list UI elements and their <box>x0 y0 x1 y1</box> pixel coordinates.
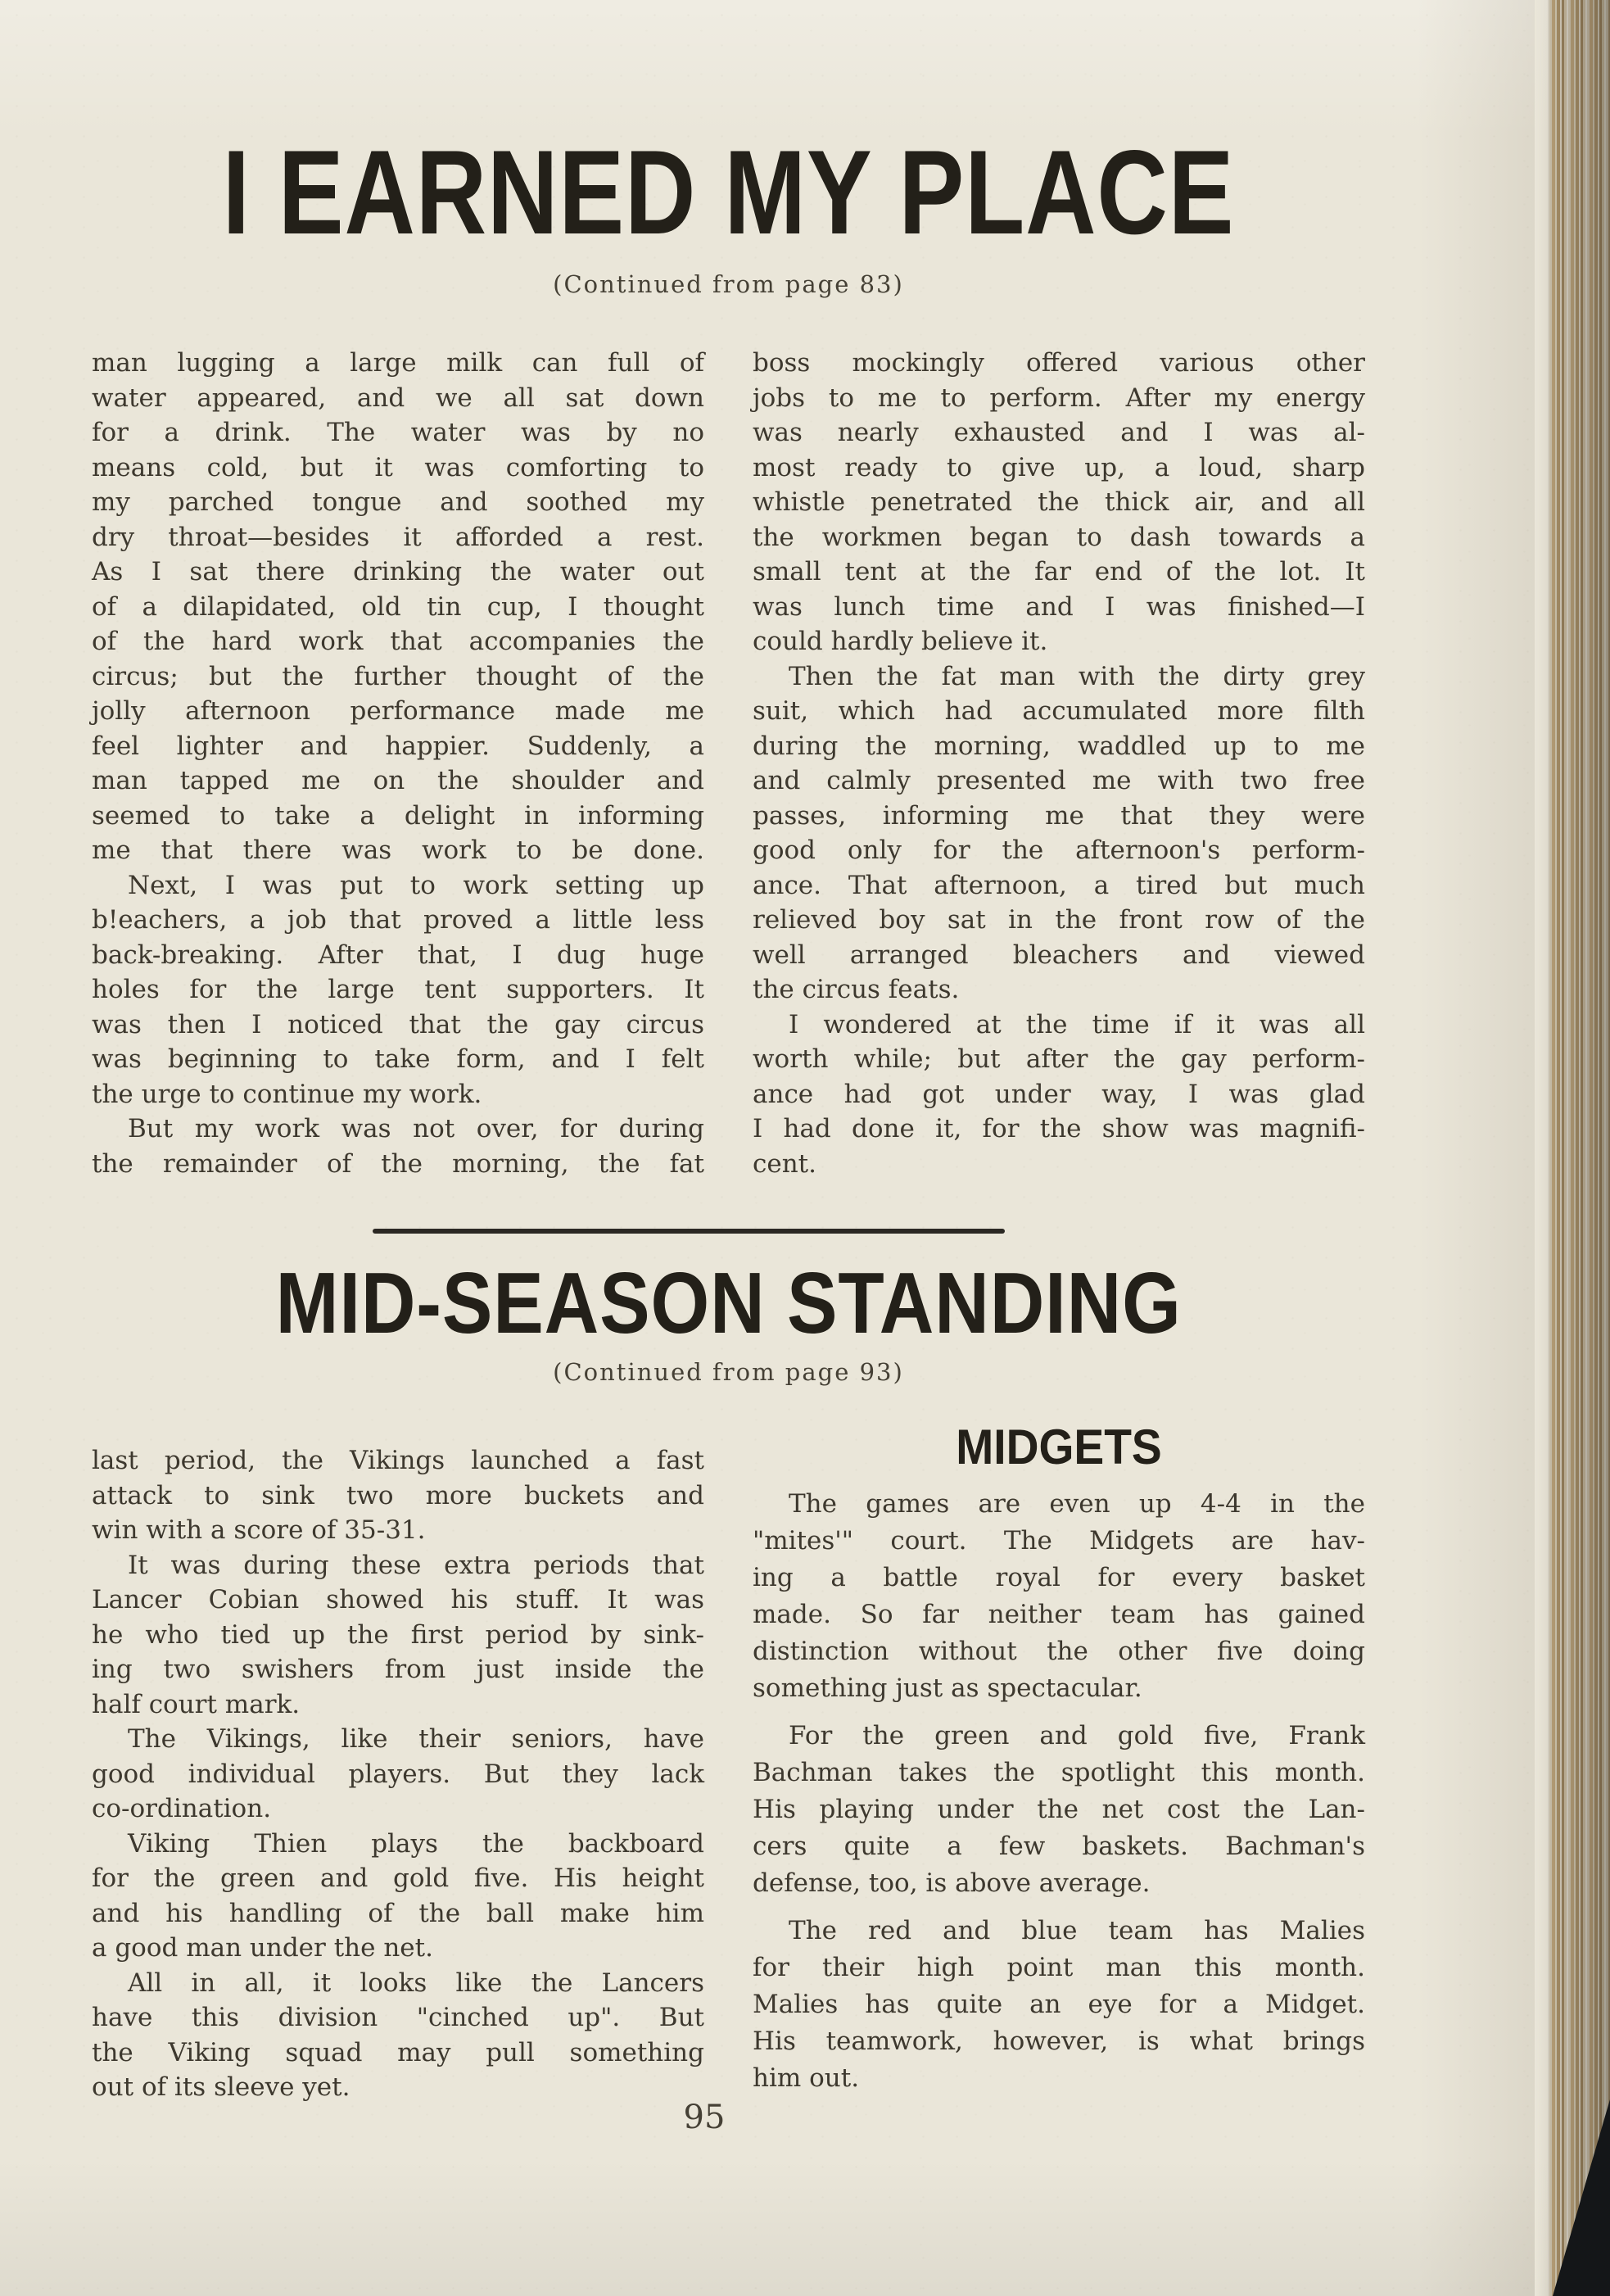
article-2-column-1 <box>92 1422 704 2108</box>
text-line: dry throat—besides it afforded a rest. <box>92 522 704 552</box>
text-line: ing two swishers from just inside the <box>92 1655 704 1684</box>
text-line: was beginning to take form, and I felt <box>92 1044 704 1074</box>
text-line: my parched tongue and soothed my <box>92 487 704 517</box>
text-line: circus; but the further thought of the <box>92 661 704 691</box>
text-line: have this division "cinched up". But <box>92 2003 704 2032</box>
text-line: Viking Thien plays the backboard <box>128 1828 704 1859</box>
article-1-body <box>92 346 1365 1181</box>
text-line: the urge to continue my work. <box>92 1079 482 1109</box>
text-line: me that there was work to be done. <box>92 836 704 865</box>
text-line: man lugging a large milk can full of <box>92 348 704 378</box>
text-line: means cold, but it was comforting to <box>92 452 704 482</box>
text-line: suit, which had accumulated more filth <box>753 696 1365 726</box>
article-2-title-wrap <box>92 1255 1365 1352</box>
text-line: was then I noticed that the gay circus <box>92 1009 704 1039</box>
paragraph <box>92 1548 704 1723</box>
text-line: could hardly believe it. <box>753 627 1048 656</box>
text-line: Next, I was put to work setting up <box>128 870 704 900</box>
text-line: But my work was not over, for during <box>128 1114 704 1143</box>
text-line: distinction without the other five doing <box>753 1637 1365 1666</box>
article-1-title: I EARNED MY PLACE <box>222 125 1235 259</box>
text-line: water appeared, and we all sat down <box>92 383 704 413</box>
text-line: feel lighter and happier. Suddenly, a <box>92 731 704 761</box>
text-line: for their high point man this month. <box>753 1953 1365 1982</box>
paragraph <box>753 659 1365 1008</box>
text-line: a good man under the net. <box>92 1933 433 1963</box>
article-2-subtitle: (Continued from page 93) <box>553 1358 904 1386</box>
text-line: jobs to me to perform. After my energy <box>753 383 1365 413</box>
article-2-title: MID-SEASON STANDING <box>275 1255 1182 1352</box>
text-line: back-breaking. After that, I dug huge <box>92 940 704 970</box>
text-line: of the hard work that accompanies the <box>92 627 704 656</box>
paragraph <box>92 1443 704 1548</box>
paragraph <box>753 1718 1365 1902</box>
text-line: All in all, it looks like the Lancers <box>128 1968 704 1998</box>
paragraph <box>753 346 1365 659</box>
text-line: b!eachers, a job that proved a little less <box>92 905 704 935</box>
text-line: last period, the Vikings launched a fast <box>92 1446 704 1475</box>
text-line: Malies has quite an eye for a Midget. <box>753 1990 1365 2019</box>
text-line: was lunch time and I was finished—I <box>753 591 1365 622</box>
text-line: cent. <box>753 1148 816 1179</box>
text-line: the Viking squad may pull something <box>92 2037 704 2067</box>
text-line: man tapped me on the shoulder and <box>92 766 704 795</box>
text-line: As I sat there drinking the water out <box>92 557 704 586</box>
paragraph <box>753 1008 1365 1182</box>
paragraph <box>753 1486 1365 1707</box>
text-line: jolly afternoon performance made me <box>92 696 704 726</box>
text-line: win with a score of 35-31. <box>92 1515 426 1545</box>
text-line: was nearly exhausted and I was al- <box>753 418 1365 447</box>
text-line: the workmen began to dash towards a <box>753 522 1365 552</box>
text-line: small tent at the far end of the lot. It <box>753 557 1365 586</box>
text-line: during the morning, waddled up to me <box>753 731 1365 761</box>
midgets-section-paragraphs <box>753 1486 1365 2097</box>
page-number: 95 <box>683 2099 726 2136</box>
text-line: ance. That afternoon, a tired but much <box>753 870 1365 900</box>
article-1-title-wrap <box>92 125 1365 259</box>
text-line: relieved boy sat in the front row of the <box>753 905 1365 935</box>
article-1-subtitle: (Continued from page 83) <box>553 270 904 298</box>
paragraph <box>92 1722 704 1827</box>
text-line: attack to sink two more buckets and <box>92 1480 704 1510</box>
text-line: Bachman takes the spotlight this month. <box>753 1758 1365 1787</box>
text-line: the remainder of the morning, the fat <box>92 1148 704 1179</box>
text-line: boss mockingly offered various other <box>753 348 1365 378</box>
text-line: "mites'" court. The Midgets are hav- <box>753 1526 1365 1556</box>
article-1-column-2 <box>753 346 1365 1181</box>
text-line: The Vikings, like their seniors, have <box>128 1724 704 1754</box>
book-page-stack-edge <box>1548 0 1610 2296</box>
paragraph <box>92 1827 704 1966</box>
text-line: for a drink. The water was by no <box>92 418 704 447</box>
midgets-section-heading: MIDGETS <box>956 1420 1162 1474</box>
text-line: For the green and gold five, Frank <box>789 1721 1365 1750</box>
text-line: ing a battle royal for every basket <box>753 1563 1365 1592</box>
text-line: I wondered at the time if it was all <box>789 1009 1365 1039</box>
text-line: out of its sleeve yet. <box>92 2072 350 2102</box>
text-line: most ready to give up, a loud, sharp <box>753 452 1365 482</box>
text-line: The games are even up 4-4 in the <box>789 1489 1365 1519</box>
text-line: and his handling of the ball make him <box>92 1898 704 1928</box>
text-line: worth while; but after the gay perform- <box>753 1044 1365 1074</box>
text-line: His playing under the net cost the Lan- <box>753 1795 1365 1824</box>
text-line: whistle penetrated the thick air, and all <box>753 487 1365 517</box>
text-line: seemed to take a delight in informing <box>92 800 704 831</box>
text-line: defense, too, is above average. <box>753 1868 1151 1898</box>
text-line: ance had got under way, I was glad <box>753 1079 1365 1109</box>
section-divider-rule <box>373 1229 1005 1234</box>
text-line: Then the fat man with the dirty grey <box>789 661 1365 691</box>
paragraph <box>92 346 704 868</box>
text-line: cers quite a few baskets. Bachman's <box>753 1832 1365 1861</box>
article-1-column-1 <box>92 346 704 1181</box>
text-line: good individual players. But they lack <box>92 1759 704 1789</box>
text-line: good only for the afternoon's perform- <box>753 836 1365 865</box>
paragraph <box>92 1112 704 1181</box>
text-line: His teamwork, however, is what brings <box>753 2027 1365 2056</box>
text-line: Lancer Cobian showed his stuff. It was <box>92 1585 704 1614</box>
article-2-column-2 <box>753 1422 1365 2108</box>
text-line: for the green and gold five. His height <box>92 1864 704 1893</box>
text-line: of a dilapidated, old tin cup, I thought <box>92 591 704 622</box>
text-line: passes, informing me that they were <box>753 800 1365 831</box>
text-line: he who tied up the first period by sink- <box>92 1619 704 1650</box>
text-line: I had done it, for the show was magnifi- <box>753 1114 1365 1143</box>
text-line: him out. <box>753 2063 860 2093</box>
text-line: well arranged bleachers and viewed <box>753 940 1365 970</box>
text-line: made. So far neither team has gained <box>753 1600 1365 1629</box>
text-line: half court mark. <box>92 1689 301 1719</box>
paragraph <box>92 1966 704 2105</box>
paragraph <box>753 1913 1365 2097</box>
paragraph <box>92 868 704 1112</box>
text-line: co-ordination. <box>92 1794 272 1823</box>
text-line: It was during these extra periods that <box>128 1550 704 1580</box>
text-line: and calmly presented me with two free <box>753 766 1365 795</box>
text-line: the circus feats. <box>753 975 960 1004</box>
text-line: holes for the large tent supporters. It <box>92 975 704 1004</box>
article-2-body <box>92 1422 1365 2108</box>
text-line: something just as spectacular. <box>753 1673 1142 1703</box>
text-line: The red and blue team has Malies <box>789 1916 1365 1945</box>
